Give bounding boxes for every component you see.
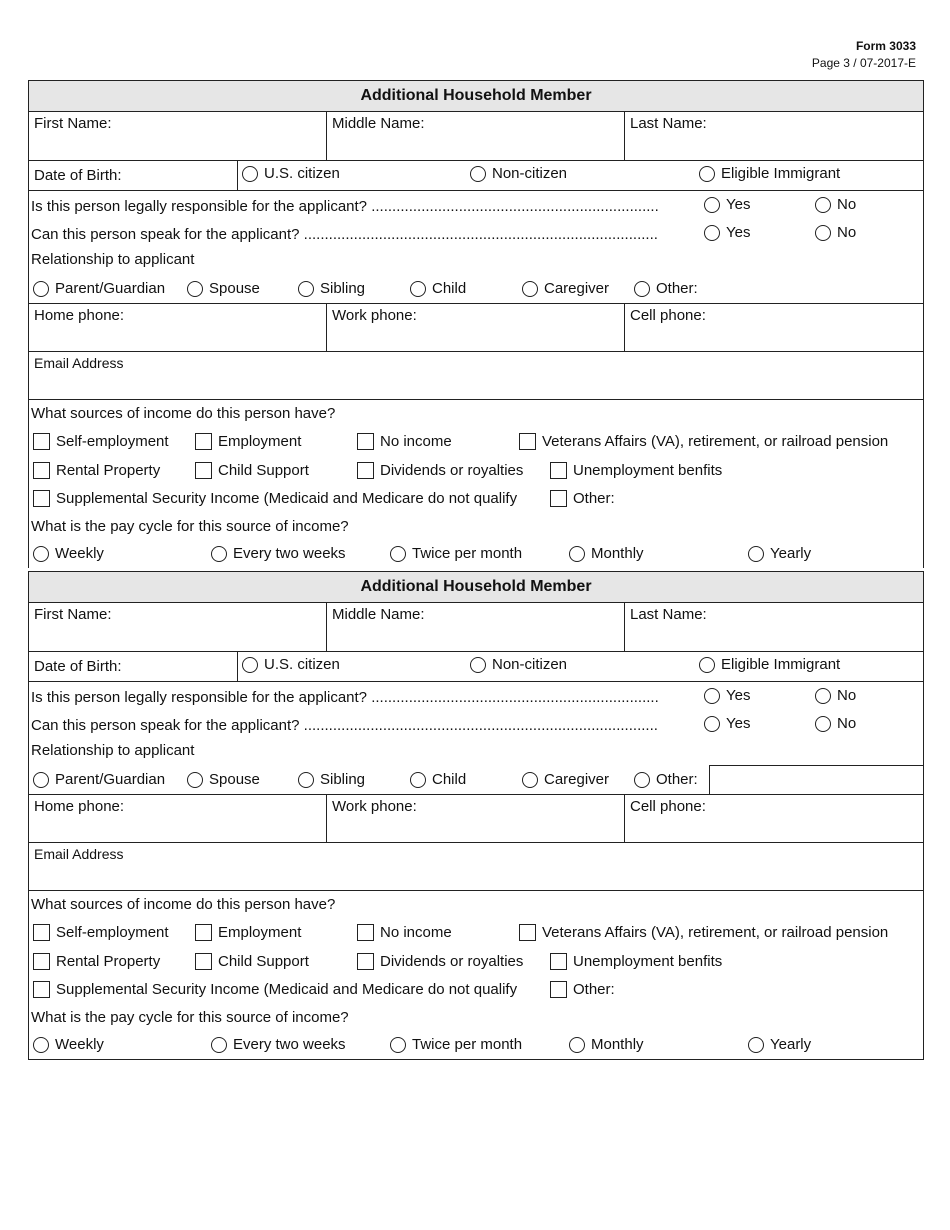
- income-row-2: [29, 948, 923, 977]
- speak-yes-radio[interactable]: Yes: [704, 224, 750, 241]
- income-rental-checkbox[interactable]: Rental Property: [33, 462, 160, 479]
- non-citizen-radio[interactable]: Non-citizen: [470, 656, 567, 673]
- income-question-row: [29, 399, 923, 428]
- income-va-pension-checkbox[interactable]: Veterans Affairs (VA), retirement, or railroad pension: [519, 924, 888, 941]
- relationship-row: [29, 274, 923, 303]
- income-ssi-checkbox[interactable]: Supplemental Security Income (Medicaid and Medicare do not qualify: [33, 490, 517, 507]
- form-number: Form 3033: [855, 39, 916, 53]
- speak-for-question: Can this person speak for the applicant? .....................................................................................: [31, 226, 658, 243]
- dob-row: [29, 651, 923, 681]
- income-employment-checkbox[interactable]: Employment: [195, 924, 301, 941]
- home-phone-label: Home phone:: [34, 307, 125, 324]
- relationship-spouse-radio[interactable]: Spouse: [187, 280, 260, 297]
- speak-for-row: [29, 219, 923, 248]
- citizenship-group: [237, 161, 923, 190]
- pay-monthly-radio[interactable]: Monthly: [569, 1036, 644, 1053]
- section-title: Additional Household Member: [29, 80, 923, 112]
- name-row: [29, 603, 923, 651]
- legal-responsible-row: [29, 190, 923, 219]
- income-child-support-checkbox[interactable]: Child Support: [195, 462, 309, 479]
- income-self-employment-checkbox[interactable]: Self-employment: [33, 924, 169, 941]
- pay-yearly-radio[interactable]: Yearly: [748, 1036, 811, 1053]
- dob-label: Date of Birth:: [34, 658, 122, 675]
- relationship-label: Relationship to applicant: [31, 251, 195, 268]
- eligible-immigrant-radio[interactable]: Eligible Immigrant: [699, 165, 840, 182]
- income-dividends-checkbox[interactable]: Dividends or royalties: [357, 953, 523, 970]
- relationship-other-radio[interactable]: Other:: [634, 771, 698, 788]
- phone-row: [29, 303, 923, 351]
- speak-for-row: [29, 710, 923, 739]
- income-question: What sources of income do this person have?: [31, 896, 336, 913]
- first-name-label: First Name:: [34, 115, 112, 132]
- pay-cycle-question-row: [29, 1004, 923, 1031]
- cell-phone-label: Cell phone:: [630, 307, 706, 324]
- eligible-immigrant-radio[interactable]: Eligible Immigrant: [699, 656, 840, 673]
- home-phone-field[interactable]: [29, 795, 326, 842]
- pay-weekly-radio[interactable]: Weekly: [33, 1036, 104, 1053]
- income-employment-checkbox[interactable]: Employment: [195, 433, 301, 450]
- legal-responsible-question: Is this person legally responsible for the applicant? .....................................................................: [31, 689, 659, 706]
- relationship-child-radio[interactable]: Child: [410, 280, 466, 297]
- income-row-3: [29, 486, 923, 513]
- relationship-row: [29, 765, 923, 794]
- income-question: What sources of income do this person have?: [31, 405, 336, 422]
- household-member-section-1: [28, 80, 924, 568]
- dob-field[interactable]: [29, 652, 237, 681]
- income-question-row: [29, 890, 923, 919]
- email-label: Email Address: [34, 846, 124, 862]
- income-dividends-checkbox[interactable]: Dividends or royalties: [357, 462, 523, 479]
- work-phone-field[interactable]: [326, 795, 625, 842]
- us-citizen-radio[interactable]: U.S. citizen: [242, 165, 340, 182]
- name-row: [29, 112, 923, 160]
- first-name-field[interactable]: [29, 112, 326, 160]
- legal-responsible-question: Is this person legally responsible for the applicant? .....................................................................: [31, 198, 659, 215]
- legal-yes-radio[interactable]: Yes: [704, 196, 750, 213]
- section-title: Additional Household Member: [29, 571, 923, 603]
- legal-responsible-row: [29, 681, 923, 710]
- relationship-other-input[interactable]: [709, 765, 923, 794]
- email-label: Email Address: [34, 355, 124, 371]
- first-name-label: First Name:: [34, 606, 112, 623]
- speak-no-radio[interactable]: No: [815, 224, 856, 241]
- pay-weekly-radio[interactable]: Weekly: [33, 545, 104, 562]
- relationship-parent-radio[interactable]: Parent/Guardian: [33, 771, 165, 788]
- last-name-label: Last Name:: [630, 606, 707, 623]
- relationship-parent-radio[interactable]: Parent/Guardian: [33, 280, 165, 297]
- pay-twice-per-month-radio[interactable]: Twice per month: [390, 1036, 522, 1053]
- relationship-other-radio[interactable]: Other:: [634, 280, 698, 297]
- relationship-sibling-radio[interactable]: Sibling: [298, 280, 365, 297]
- pay-cycle-question-row: [29, 513, 923, 540]
- citizenship-group: [237, 652, 923, 681]
- cell-phone-field[interactable]: [624, 795, 923, 842]
- speak-for-question: Can this person speak for the applicant? .....................................................................................: [31, 717, 658, 734]
- income-self-employment-checkbox[interactable]: Self-employment: [33, 433, 169, 450]
- non-citizen-radio[interactable]: Non-citizen: [470, 165, 567, 182]
- relationship-caregiver-radio[interactable]: Caregiver: [522, 771, 609, 788]
- cell-phone-label: Cell phone:: [630, 798, 706, 815]
- legal-no-radio[interactable]: No: [815, 687, 856, 704]
- income-other-checkbox[interactable]: Other:: [550, 490, 615, 507]
- speak-yes-radio[interactable]: Yes: [704, 715, 750, 732]
- email-field[interactable]: [29, 842, 923, 890]
- pay-cycle-question: What is the pay cycle for this source of income?: [31, 1009, 349, 1026]
- middle-name-label: Middle Name:: [332, 606, 425, 623]
- household-member-section-2: [28, 571, 924, 1060]
- relationship-caregiver-radio[interactable]: Caregiver: [522, 280, 609, 297]
- work-phone-label: Work phone:: [332, 798, 417, 815]
- income-no-income-checkbox[interactable]: No income: [357, 924, 452, 941]
- relationship-sibling-radio[interactable]: Sibling: [298, 771, 365, 788]
- last-name-label: Last Name:: [630, 115, 707, 132]
- pay-every-two-weeks-radio[interactable]: Every two weeks: [211, 1036, 346, 1053]
- income-other-checkbox[interactable]: Other:: [550, 981, 615, 998]
- pay-cycle-row: [29, 1031, 923, 1059]
- home-phone-field[interactable]: [29, 304, 326, 351]
- pay-twice-per-month-radio[interactable]: Twice per month: [390, 545, 522, 562]
- income-child-support-checkbox[interactable]: Child Support: [195, 953, 309, 970]
- dob-row: [29, 160, 923, 190]
- relationship-label-row: [29, 739, 923, 765]
- relationship-spouse-radio[interactable]: Spouse: [187, 771, 260, 788]
- dob-field[interactable]: [29, 161, 237, 190]
- work-phone-label: Work phone:: [332, 307, 417, 324]
- relationship-label-row: [29, 248, 923, 274]
- speak-no-radio[interactable]: No: [815, 715, 856, 732]
- relationship-child-radio[interactable]: Child: [410, 771, 466, 788]
- form-header: [812, 38, 916, 72]
- cell-phone-field[interactable]: [624, 304, 923, 351]
- income-va-pension-checkbox[interactable]: Veterans Affairs (VA), retirement, or railroad pension: [519, 433, 888, 450]
- phone-row: [29, 794, 923, 842]
- income-row-2: [29, 457, 923, 486]
- legal-yes-radio[interactable]: Yes: [704, 687, 750, 704]
- last-name-field[interactable]: [624, 112, 923, 160]
- relationship-label: Relationship to applicant: [31, 742, 195, 759]
- income-unemployment-checkbox[interactable]: Unemployment benfits: [550, 462, 722, 479]
- middle-name-field[interactable]: [326, 112, 625, 160]
- first-name-field[interactable]: [29, 603, 326, 651]
- work-phone-field[interactable]: [326, 304, 625, 351]
- dob-label: Date of Birth:: [34, 167, 122, 184]
- legal-no-radio[interactable]: No: [815, 196, 856, 213]
- pay-yearly-radio[interactable]: Yearly: [748, 545, 811, 562]
- income-row-1: [29, 428, 923, 457]
- income-row-1: [29, 919, 923, 948]
- income-unemployment-checkbox[interactable]: Unemployment benfits: [550, 953, 722, 970]
- pay-cycle-question: What is the pay cycle for this source of income?: [31, 518, 349, 535]
- income-ssi-checkbox[interactable]: Supplemental Security Income (Medicaid and Medicare do not qualify: [33, 981, 517, 998]
- middle-name-label: Middle Name:: [332, 115, 425, 132]
- income-no-income-checkbox[interactable]: No income: [357, 433, 452, 450]
- us-citizen-radio[interactable]: U.S. citizen: [242, 656, 340, 673]
- home-phone-label: Home phone:: [34, 798, 125, 815]
- page-info: Page 3 / 07-2017-E: [811, 56, 916, 70]
- email-field[interactable]: [29, 351, 923, 399]
- pay-monthly-radio[interactable]: Monthly: [569, 545, 644, 562]
- pay-cycle-row: [29, 540, 923, 568]
- income-row-3: [29, 977, 923, 1004]
- last-name-field[interactable]: [624, 603, 923, 651]
- income-rental-checkbox[interactable]: Rental Property: [33, 953, 160, 970]
- pay-every-two-weeks-radio[interactable]: Every two weeks: [211, 545, 346, 562]
- middle-name-field[interactable]: [326, 603, 625, 651]
